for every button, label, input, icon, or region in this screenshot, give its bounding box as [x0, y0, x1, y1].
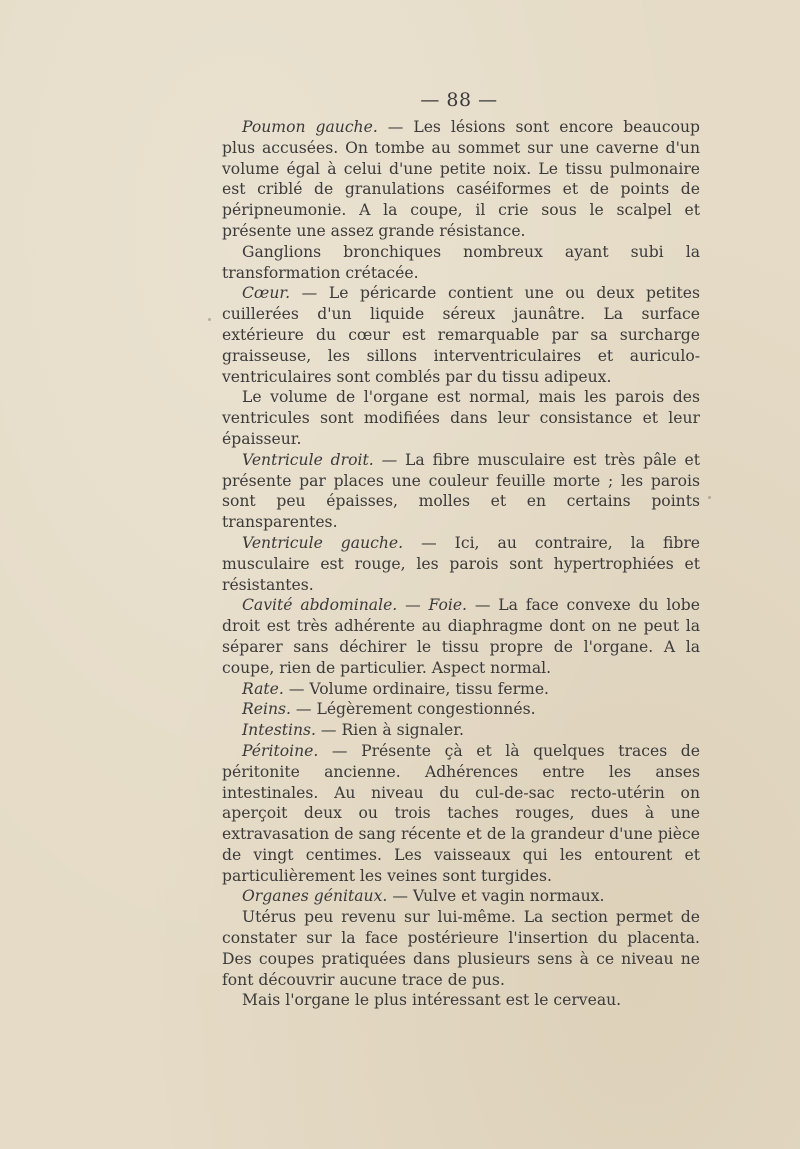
paragraph-text: — Présente çà et là quelques traces de péritonite ancienne. Adhérences entre les anses intestinales. Au niveau du cul-de-sac recto-utérin on aperçoit deux ou trois taches rouges, dues à une extravasation de sang récente et de la grandeur d'une pièce de vingt centimes. Les vaisseaux qui les entourent et particulièrement les veines sont turgides. [222, 741, 700, 885]
paragraph-uterus [222, 907, 700, 990]
paragraph-label: Ventricule gauche. [242, 533, 404, 552]
paragraph-coeur [222, 283, 700, 387]
paragraph-text: — Ici, au contraire, la fibre musculaire est rouge, les parois sont hypertrophiées et résistantes. [222, 533, 701, 594]
paragraph-ganglions [222, 242, 700, 284]
paragraph-text: Utérus peu revenu sur lui-même. La section permet de constater sur la face postérieure l'insertion du placenta. Des coupes pratiquées dans plusieurs sens à ce niveau ne font découvrir aucune trace de pus. [222, 908, 700, 989]
paragraph-text: — Légèrement congestionnés. [290, 700, 536, 719]
paper-speck [665, 957, 668, 960]
paragraph-ventricule-gauche [222, 533, 700, 595]
paragraph-label: Cavité abdominale. — Foie. [242, 596, 468, 615]
paragraph-label: Rate. [242, 679, 284, 698]
paragraph-peritoine [222, 741, 700, 887]
paragraph-text: — Rien à signaler. [315, 721, 464, 740]
paragraph-label: Reins. [242, 700, 291, 719]
paper-speck [708, 496, 711, 499]
paragraph-text: — La fibre musculaire est très pâle et présente par places une couleur feuille morte ; les parois sont peu épaisses, molles et en certains points transparentes. [222, 450, 701, 532]
paragraph-label: Poumon gauche. [242, 118, 378, 136]
paragraph-ventricule-droit [222, 450, 700, 533]
paragraph-label: Organes génitaux. [242, 887, 388, 906]
paragraph-text: — La face convexe du lobe droit est très adhérente au diaphragme dont on ne peut la séparer sans déchirer le tissu propre de l'organe. A la coupe, rien de particulier. Aspect normal. [222, 596, 700, 677]
body-text [222, 117, 700, 1011]
paragraph-poumon-gauche [222, 117, 700, 242]
paragraph-text: Ganglions bronchiques nombreux ayant subi la transformation crétacée. [222, 242, 700, 282]
paragraph-text: Mais l'organe le plus intéressant est le cerveau. [242, 991, 622, 1010]
paragraph-label: Péritoine. [242, 741, 319, 760]
paragraph-label: Ventricule droit. [242, 450, 374, 469]
paper-speck [208, 318, 211, 321]
paragraph-text: — Volume ordinaire, tissu ferme. [283, 679, 550, 698]
paragraph-intestins [222, 720, 700, 741]
paragraph-organes-genitaux [222, 886, 700, 907]
paragraph-rate [222, 679, 700, 700]
page-number: — 88 — [420, 89, 498, 111]
paragraph-cavite-abdominale [222, 595, 700, 678]
paragraph-text: Le volume de l'organe est normal, mais les parois des ventricules sont modifiées dans leur consistance et leur épaisseur. [222, 388, 700, 448]
paragraph-text: — Vulve et vagin normaux. [387, 887, 605, 906]
paragraph-text: — Le péricarde contient une ou deux petites cuillerées d'un liquide séreux jaunâtre. La surface extérieure du cœur est remarquable par sa surcharge graisseuse, les sillons interventriculaires et auriculo-ventriculaires sont comblés par du tissu adipeux. [222, 284, 700, 386]
paragraph-label: Cœur. [242, 284, 291, 303]
paragraph-cerveau [222, 990, 700, 1011]
paragraph-text: — Les lésions sont encore beaucoup plus accusées. On tombe au sommet sur une caverne d'un volume égal à celui d'une petite noix. Le tissu pulmonaire est criblé de granulations caséiformes et de points de péripneumonie. A la coupe, il crie sous le scalpel et présente une assez grande résistance. [222, 118, 700, 240]
paragraph-label: Intestins. [242, 721, 316, 740]
paragraph-volume-organe [222, 387, 700, 449]
paragraph-reins [222, 699, 700, 720]
